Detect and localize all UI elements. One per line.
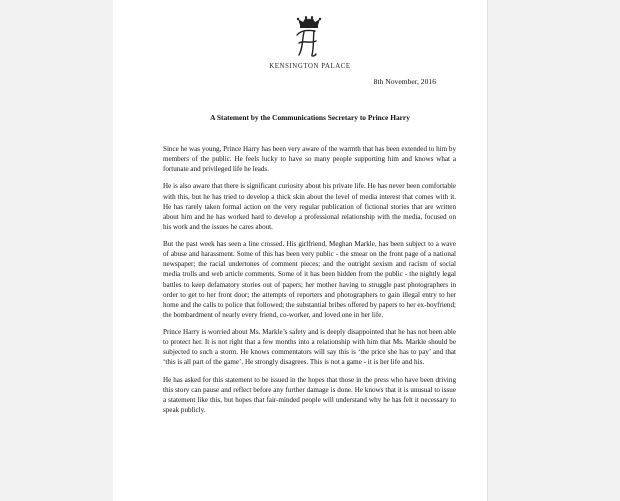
paragraph: He is also aware that there is significant curiosity about his private life. He has never been comfortable with this, but he has tried to develop a thick skin about the level of media interest that comes with it. He has rarely taken formal action on the very regular publication of fictional stories that are written about him and he has worked hard to develop a professional relationship with the media, focused on his work and the issues he cares about. [163, 182, 456, 231]
paragraph: He has asked for this statement to be issued in the hopes that those in the press who have been driving this story can pause and reflect before any further damage is done. He knows that it is unusual to issue a statement like this, but hopes that fair-minded people will understand why he has felt it necessary to speak publicly. [163, 375, 456, 414]
paragraph: Prince Harry is worried about Ms. Markle’s safety and is deeply disappointed that he has not been able to protect her. It is not right that a few months into a relationship with him that Ms. Markle should be subjected to such a storm. He knows commentators will say this is ‘the price she has to pay’ and that ‘this is all part of the game’. He strongly disagrees. This is not a game - it is her life and his. [163, 328, 456, 367]
statement-body [163, 144, 456, 422]
paragraph: But the past week has seen a line crossed. His girlfriend, Meghan Markle, has been subject to a wave of abuse and harassment. Some of this has been very public - the smear on the front page of a national newspaper; the racial undertones of comment pieces; and the outright sexism and racism of social media trolls and web article comments. Some of it has been hidden from the public - the nightly legal battles to keep defamatory stories out of papers; her mother having to struggle past photographers in order to get to her front door; the attempts of reporters and photographers to gain illegal entry to her home and the calls to police that followed; the substantial bribes offered by papers to her ex-boyfriend; the bombardment of nearly every friend, co-worker, and loved one in her life. [163, 240, 456, 319]
page-edge [487, 0, 488, 501]
statement-date: 8th November, 2016 [373, 77, 436, 86]
statement-title: A Statement by the Communications Secretary to Prince Harry [210, 113, 410, 122]
paragraph: Since he was young, Prince Harry has been very aware of the warmth that has been extended to him by members of the public. He feels lucky to have so many people supporting him and knows what a fortunate and privileged life he leads. [163, 145, 456, 174]
crowned-h-monogram-icon [285, 16, 333, 58]
letterhead-palace-name: KENSINGTON PALACE [269, 63, 351, 70]
